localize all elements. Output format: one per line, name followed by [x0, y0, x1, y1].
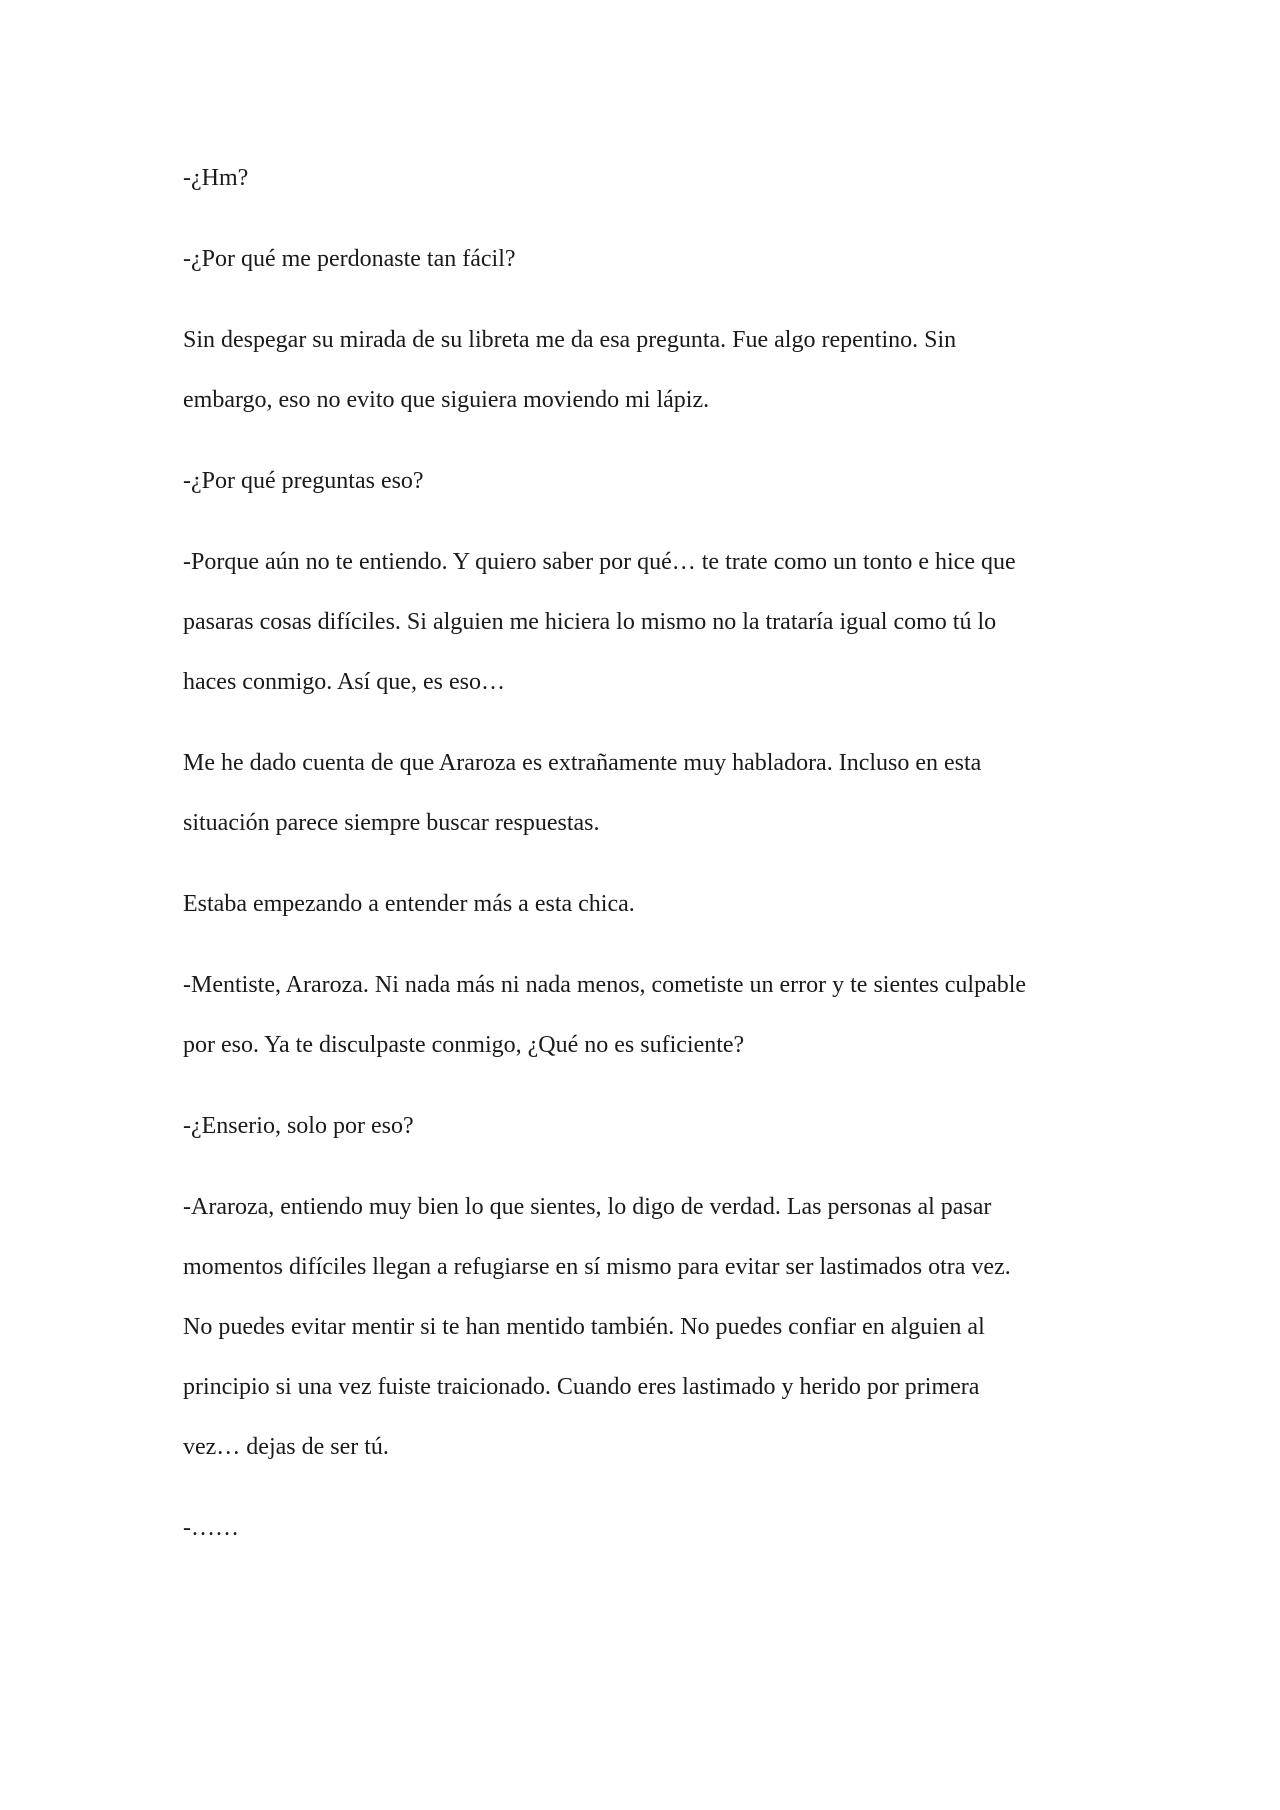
text-line: haces conmigo. Así que, es eso…	[183, 669, 505, 695]
paragraph	[183, 451, 1113, 511]
text-line: momentos difíciles llegan a refugiarse en sí mismo para evitar ser lastimados otra vez.	[183, 1254, 1011, 1280]
text-line: vez… dejas de ser tú.	[183, 1434, 389, 1460]
text-line: por eso. Ya te disculpaste conmigo, ¿Qué no es suficiente?	[183, 1032, 745, 1058]
text-line: -¿Hm?	[183, 165, 249, 191]
paragraph	[183, 532, 1113, 712]
paragraph	[183, 733, 1113, 853]
text-line: embargo, eso no evito que siguiera moviendo mi lápiz.	[183, 387, 710, 413]
paragraph	[183, 229, 1113, 289]
text-line: -……	[183, 1515, 239, 1541]
paragraph	[183, 1498, 1113, 1558]
paragraph	[183, 1177, 1113, 1477]
text-line: -Mentiste, Araroza. Ni nada más ni nada menos, cometiste un error y te sientes culpable	[183, 972, 1027, 998]
document-body	[183, 148, 1113, 1579]
text-line: -Araroza, entiendo muy bien lo que sientes, lo digo de verdad. Las personas al pasar	[183, 1194, 992, 1220]
text-line: pasaras cosas difíciles. Si alguien me hiciera lo mismo no la trataría igual como tú lo	[183, 609, 997, 635]
text-line: -¿Enserio, solo por eso?	[183, 1113, 414, 1139]
text-line: principio si una vez fuiste traicionado. Cuando eres lastimado y herido por primera	[183, 1374, 980, 1400]
text-line: No puedes evitar mentir si te han mentido también. No puedes confiar en alguien al	[183, 1314, 985, 1340]
paragraph	[183, 310, 1113, 430]
text-line: -Porque aún no te entiendo. Y quiero saber por qué… te trate como un tonto e hice que	[183, 549, 1016, 575]
paragraph	[183, 874, 1113, 934]
text-line: -¿Por qué me perdonaste tan fácil?	[183, 246, 516, 272]
text-line: Sin despegar su mirada de su libreta me da esa pregunta. Fue algo repentino. Sin	[183, 327, 957, 353]
paragraph	[183, 1096, 1113, 1156]
paragraph	[183, 148, 1113, 208]
text-line: -¿Por qué preguntas eso?	[183, 468, 424, 494]
text-line: Estaba empezando a entender más a esta chica.	[183, 891, 635, 917]
paragraph	[183, 955, 1113, 1075]
text-line: Me he dado cuenta de que Araroza es extrañamente muy habladora. Incluso en esta	[183, 750, 982, 776]
text-line: situación parece siempre buscar respuestas.	[183, 810, 600, 836]
